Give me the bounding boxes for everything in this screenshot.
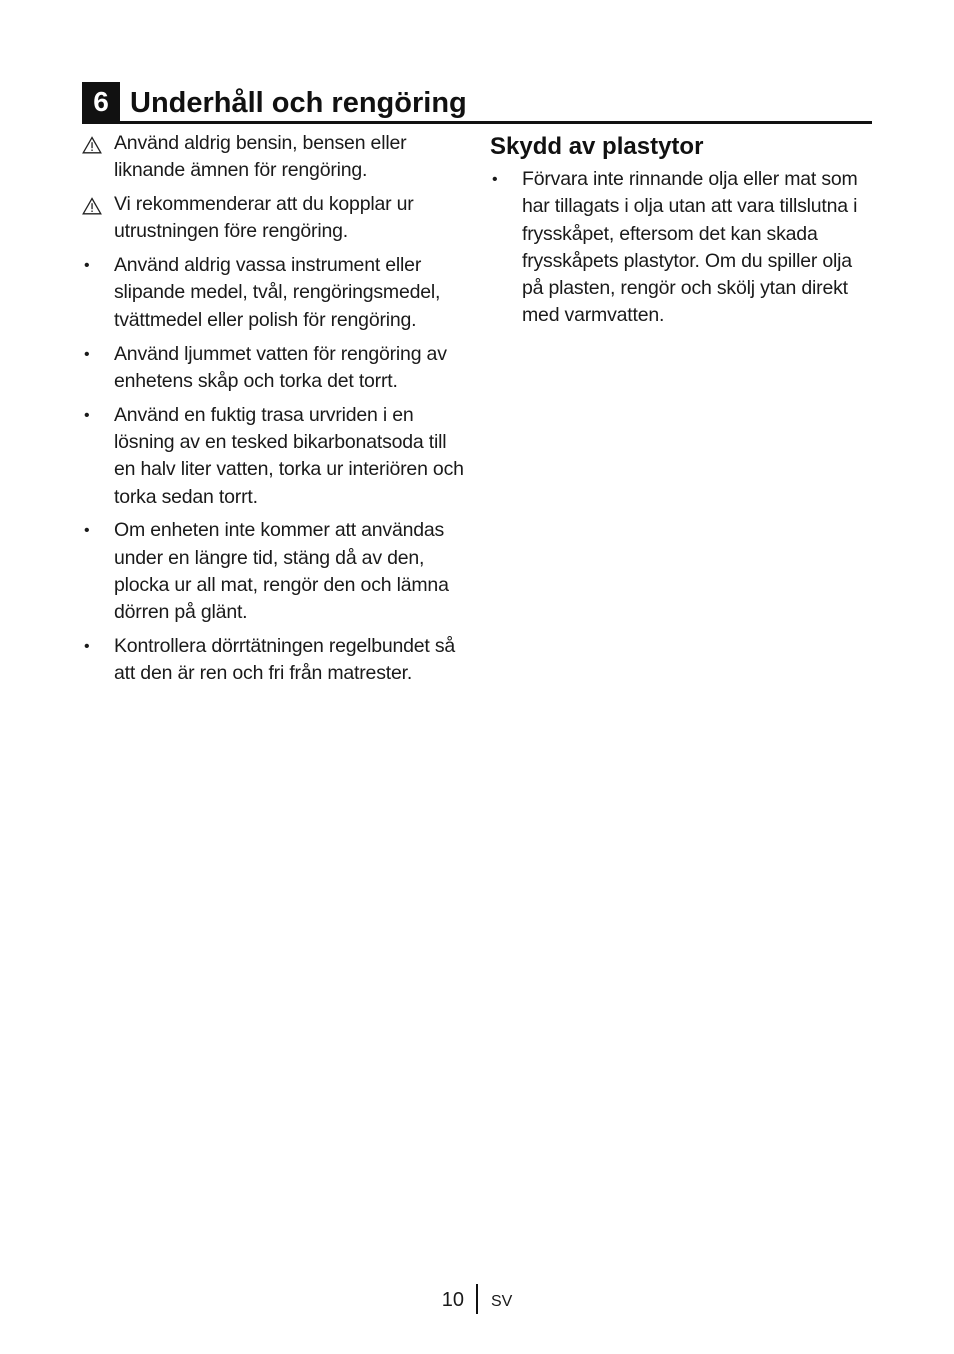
bullet-icon: • <box>84 522 90 540</box>
warning-triangle-icon <box>82 135 106 162</box>
item-text: Använd aldrig vassa instrument eller slipande medel, tvål, rengöringsmedel, tvättmedel eller polish för rengöring. <box>114 254 441 331</box>
page-number: 10 <box>441 1289 464 1311</box>
bullet-item <box>82 341 472 396</box>
item-text: Använd aldrig bensin, bensen eller liknande ämnen för rengöring. <box>114 132 407 182</box>
item-text: Om enheten inte kommer att användas under en längre tid, stäng då av den, plocka ur all mat, rengör den och lämna dörren på glänt. <box>114 519 449 624</box>
bullet-icon: • <box>84 638 90 656</box>
footer-divider <box>476 1284 478 1314</box>
left-column <box>82 130 472 694</box>
warning-item <box>82 130 472 185</box>
bullet-item <box>490 166 875 330</box>
bullet-item <box>82 402 472 511</box>
bullet-icon: • <box>492 171 498 188</box>
item-text: Förvara inte rinnande olja eller mat som har tillagats i olja utan att vara tillslutna i frysskåpet, eftersom det kan skada frysskåpets plastytor. Om du spiller olja på plasten, rengör och skölj ytan direkt med varmvatten. <box>522 168 858 327</box>
item-text: Kontrollera dörrtätningen regelbundet så att den är ren och fri från matrester. <box>114 635 456 685</box>
bullet-icon: • <box>84 406 90 424</box>
item-text: Vi rekommenderar att du kopplar ur utrustningen före rengöring. <box>114 193 414 243</box>
bullet-item <box>82 252 472 334</box>
bullet-icon: • <box>84 345 90 363</box>
section-title: Underhåll och rengöring <box>130 87 467 119</box>
bullet-item <box>82 633 472 688</box>
section-header <box>82 82 872 124</box>
language-code: SV <box>491 1293 513 1310</box>
warning-item <box>82 191 472 246</box>
item-text: Använd en fuktig trasa urvriden i en lösning av en tesked bikarbonatsoda till en halv liter vatten, torka ur interiören och torka sedan torrt. <box>114 403 464 508</box>
bullet-icon: • <box>84 257 90 275</box>
item-text: Använd ljummet vatten för rengöring av enhetens skåp och torka det torrt. <box>114 342 447 392</box>
section-number-badge: 6 <box>82 82 120 121</box>
page-footer <box>0 1284 954 1316</box>
bullet-item <box>82 517 472 626</box>
subsection-title: Skydd av plastytor <box>490 133 704 160</box>
right-column <box>490 130 875 336</box>
warning-triangle-icon <box>82 196 106 223</box>
